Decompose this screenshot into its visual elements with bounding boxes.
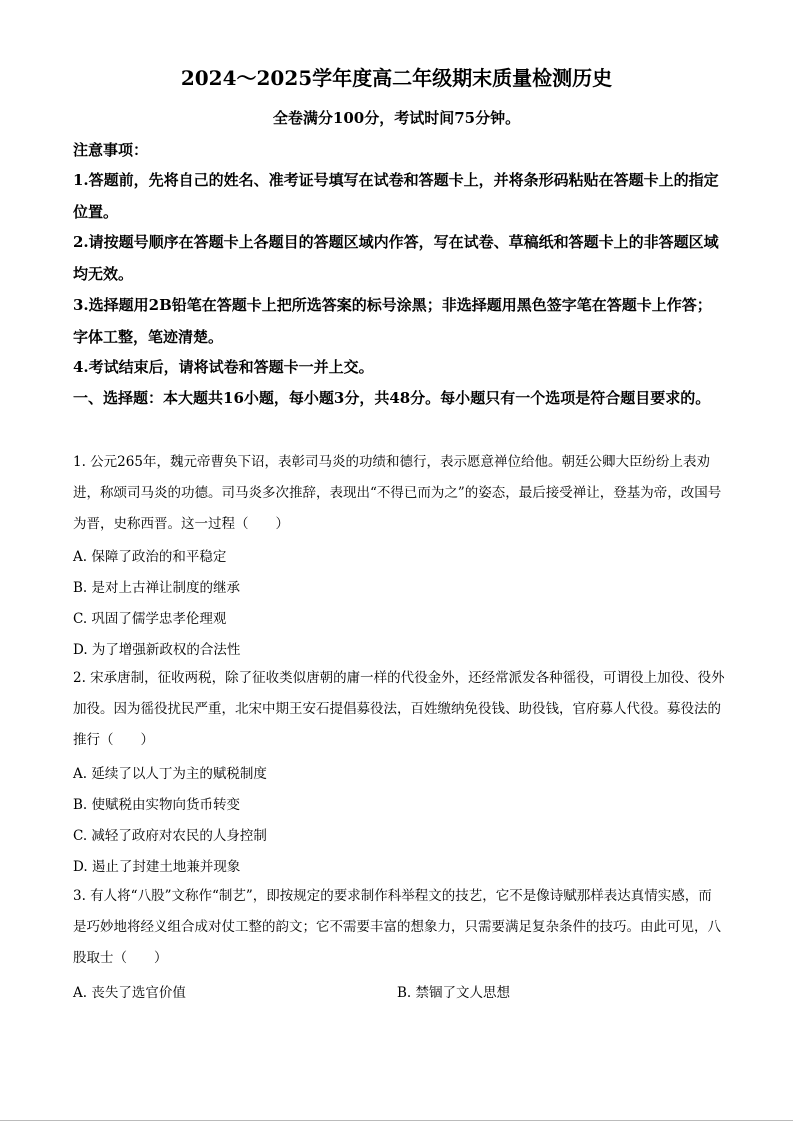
note-item-2: 2.请按题号顺序在答题卡上各题目的答题区域内作答，写在试卷、草稿纸和答题卡上的非答题区域均无效。 (73, 233, 719, 283)
question-2-option-a[interactable]: A. 延续了以人丁为主的赋税制度 (73, 766, 267, 782)
note-item-3: 3.选择题用2B铅笔在答题卡上把所选答案的标号涂黑；非选择题用黑色签字笔在答题卡上作答；字体工整，笔迹清楚。 (73, 296, 712, 346)
question-3-option-a[interactable]: A. 丧失了选官价值 (73, 985, 186, 1001)
exam-title: 2024～2025学年度高二年级期末质量检测历史 (180, 66, 613, 90)
question-3-stem: 3. 有人将“八股”文称作“制艺”，即按规定的要求制作科举程文的技艺，它不是像诗赋那样表达真情实感，而是巧妙地将经义组合成对仗工整的韵文；它不需要丰富的想象力，只需要满足复杂条件的技巧。由此可见，八股取士（ ） (73, 888, 721, 966)
note-item-1: 1.答题前，先将自己的姓名、准考证号填写在试卷和答题卡上，并将条形码粘贴在答题卡上的指定位置。 (73, 171, 719, 221)
question-2-stem: 2. 宋承唐制，征收两税，除了征收类似唐朝的庸一样的代役金外，还经常派发各种徭役，可谓役上加役、役外加役。因为徭役扰民严重，北宋中期王安石提倡募役法，百姓缴纳免役钱、助役钱，官府募人代役。募役法的推行（ ） (73, 670, 725, 748)
question-1-option-a[interactable]: A. 保障了政治的和平稳定 (73, 549, 227, 565)
section-heading: 一、选择题：本大题共16小题，每小题3分，共48分。每小题只有一个选项是符合题目要求的。 (73, 389, 711, 407)
question-2-option-d[interactable]: D. 遏止了封建土地兼并现象 (73, 859, 241, 875)
question-1-stem: 1. 公元265年，魏元帝曹奂下诏，表彰司马炎的功绩和德行，表示愿意禅位给他。朝廷公卿大臣纷纷上表劝进，称颂司马炎的功德。司马炎多次推辞，表现出“不得已而为之”的姿态，最后接受禅让，登基为帝，改国号为晋，史称西晋。这一过程（ ） (73, 454, 722, 532)
question-1-option-c[interactable]: C. 巩固了儒学忠孝伦理观 (73, 611, 227, 627)
exam-subtitle: 全卷满分100分，考试时间75分钟。 (272, 109, 521, 127)
question-3-option-b[interactable]: B. 禁锢了文人思想 (397, 985, 511, 1001)
question-2-option-b[interactable]: B. 使赋税由实物向货币转变 (73, 797, 241, 813)
question-1-option-b[interactable]: B. 是对上古禅让制度的继承 (73, 580, 241, 596)
note-item-4: 4.考试结束后，请将试卷和答题卡一并上交。 (73, 358, 374, 376)
question-1-option-d[interactable]: D. 为了增强新政权的合法性 (73, 642, 241, 658)
page-bottom-divider (0, 1120, 793, 1121)
notes-heading: 注意事项： (73, 141, 149, 159)
question-2-option-c[interactable]: C. 减轻了政府对农民的人身控制 (73, 828, 267, 844)
